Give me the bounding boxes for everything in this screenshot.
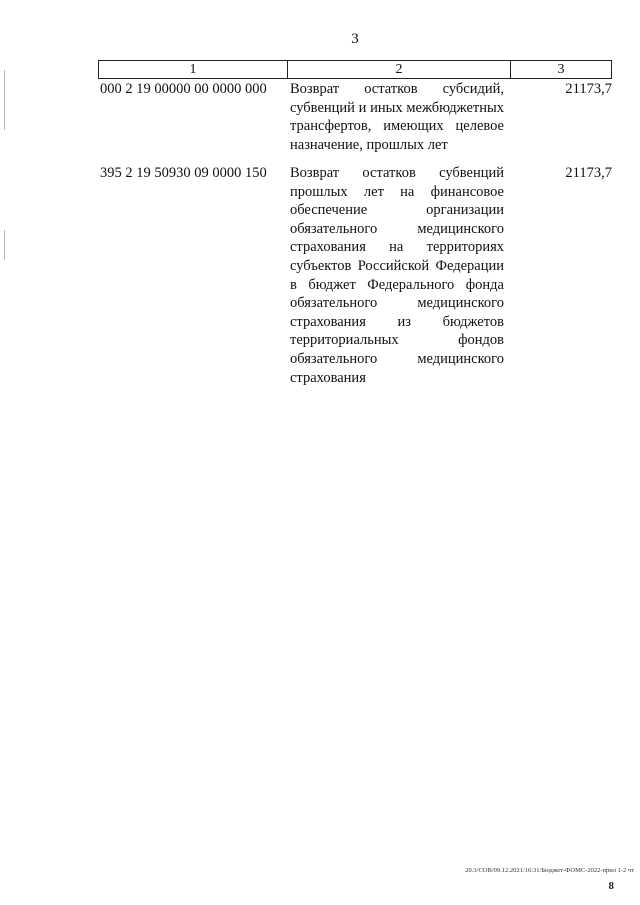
page-number: 3 <box>351 31 359 47</box>
row-description: Возврат остатков субвенций прошлых лет на финансовое обеспечение организации обязательного медицинского страхования на территориях субъектов Российской Федерации в бюджет Федерального фонда обязательного медицинского страхования из бюджетов территориальных фондов обязательного медицинского страхования <box>290 165 504 386</box>
budget-code: 395 2 19 50930 09 0000 150 <box>100 165 267 181</box>
footer-mark: 8 <box>608 880 614 892</box>
scan-margin-mark <box>4 70 5 130</box>
table-header <box>98 60 612 79</box>
row-description: Возврат остатков субсидий, субвенций и иных межбюджетных трансфертов, имеющих целевое назначение, прошлых лет <box>290 81 504 153</box>
budget-code: 000 2 19 00000 00 0000 000 <box>100 81 267 97</box>
column-header-2: 2 <box>288 61 511 78</box>
column-header-3: 3 <box>557 62 565 77</box>
document-stamp: 20.3/СОВ/09.12.2021/16:31/Бюджет-ФОМС-2022-прил 1-2 чт <box>465 867 634 874</box>
row-amount: 21173,7 <box>565 81 612 97</box>
column-header-1: 1 <box>99 61 288 78</box>
row-amount: 21173,7 <box>565 165 612 181</box>
scan-margin-mark <box>4 230 5 260</box>
